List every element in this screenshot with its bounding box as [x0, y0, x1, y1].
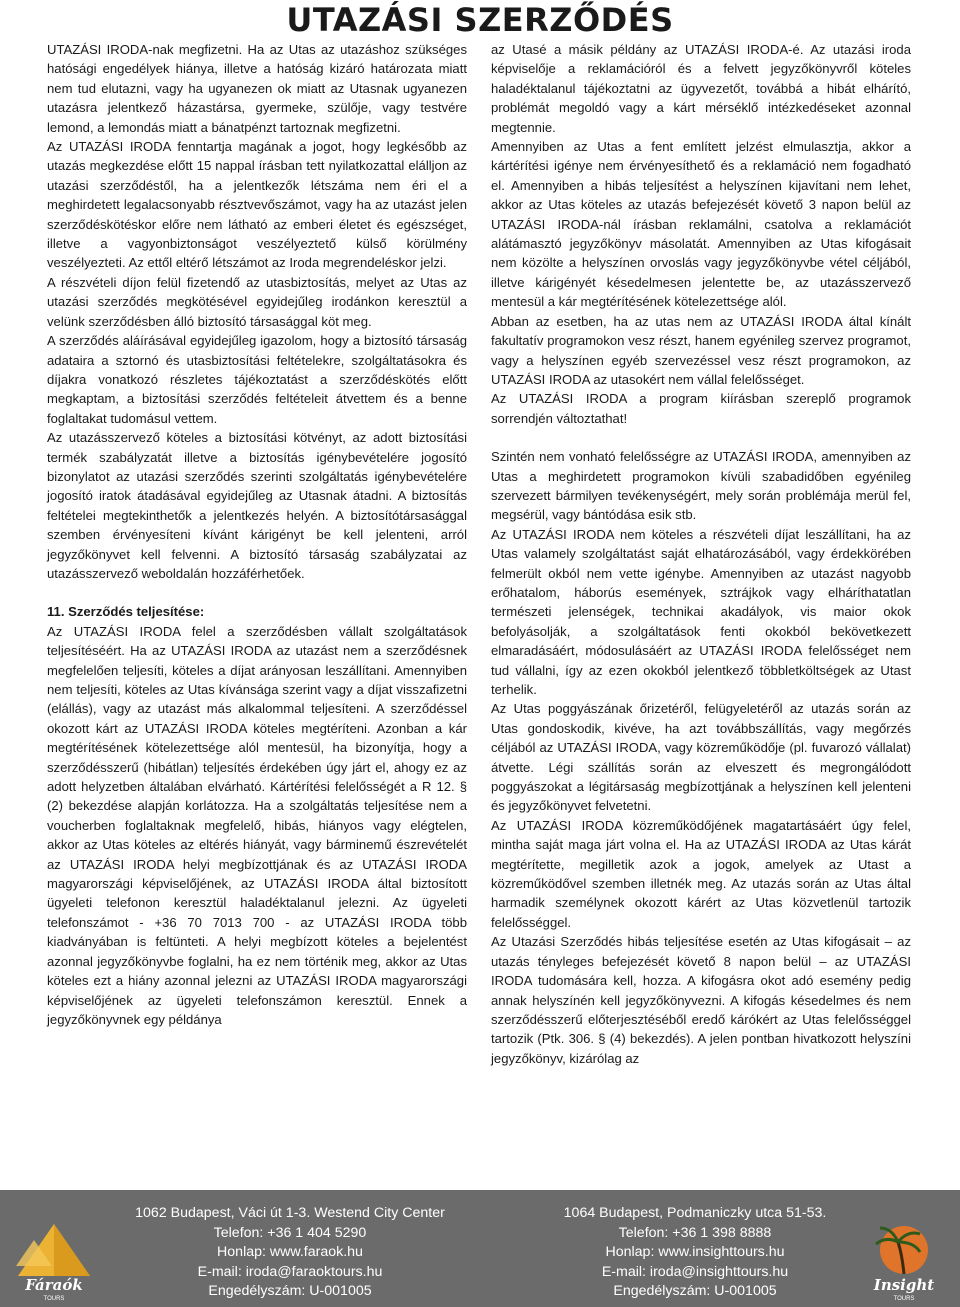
palm-sun-logo-icon — [858, 1220, 950, 1304]
paragraph: Az UTAZÁSI IRODA fenntartja magának a jogot, hogy legkésőbb az utazás megkezdése előtt 15 nappal írásban tett nyilatkozattal elálljon az utazási szerződéstől, ha a jelentkezők létszáma nem éri el a meghirdetett legalacsonyabb résztvevőszámot, vagy ha az utazást jelen szerződéskötéskor előre nem látható az emberi életet és egészséget, illetve a vagyonbiztonságot veszélyeztető külső körülmény veszélyezteti. Az ettől eltérő létszámot az Iroda megrendeléskor jelzi. — [47, 139, 467, 271]
document-title: UTAZÁSI SZERZŐDÉS — [286, 1, 674, 39]
paragraph: UTAZÁSI IRODA-nak megfizetni. Ha az Utas az utazáshoz szükséges hatósági engedélyek hiánya, illetve a hatóság kizáró határozata miatt nem tud elutazni, vagy ha ugyanezen ok miatt az Utasnak ugyanezen utazásra jelentkező házastársa, gyermeke, szülője, vagy testvére lemond, a lemondás miatt a bánatpénzt tartoznak megfizetni. — [47, 42, 467, 135]
email: E-mail: iroda@faraoktours.hu — [197, 1263, 383, 1280]
phone: Telefon: +36 1 398 8888 — [618, 1224, 772, 1241]
footer — [0, 1190, 960, 1307]
address: 1062 Budapest, Váci út 1-3. Westend City Center — [135, 1205, 445, 1221]
logo-subtext: TOURS — [43, 1296, 65, 1302]
paragraph: Az UTAZÁSI IRODA felel a szerződésben vállalt szolgáltatások teljesítéséért. Ha az UTAZÁSI IRODA az utazást nem a szerződésnek megfelelően teljesíti, köteles a díjat arányosan leszállítani. Amennyiben nem teljesíti, köteles az Utas kívánsága szerint vagy a díjat visszafizetni (elállás), vagy az utazást más alkalommal teljesíteni. A szerződéssel okozott kárt az UTAZÁSI IRODA köteles megtéríteni. Azonban a kár megtérítésének kötelezettsége alól mentesül, ha bizonyítja, hogy a szerződésszerű (hibátlan) teljesítés érdekében úgy járt el, ahogy ez az adott helyzetben általában elvárható. Kártérítési felelősségét a R 12. § (2) bekezdése alapján korlátozza. Ha a szolgáltatás teljesítése nem a voucherben foglaltaknak megfelelő, hibás, hiányos vagy elégtelen, akkor az Utas köteles az eltérés hiányát, vagy bárminemű észrevételét az UTAZÁSI IRODA helyi megbízottjának és az UTAZÁSI IRODA magyarországi képviselőjének, az UTAZÁSI IRODA által biztosított ügyeleti telefonon keresztül haladéktalanul jelezni. Az ügyeleti telefonszámot - +36 70 7013 700 - az UTAZÁSI IRODA több kiadványában is feltünteti. A helyi megbízott köteles a bejelentést azonnal jegyzőkönyvbe foglalni, ha ez nem történik meg, akkor az Utas köteles ezt a hiány azonnal jelezni az UTAZÁSI IRODA magyarországi képviselőjének az ügyeleti telefonszámon keresztül. Ennek a jegyzőkönyvnek egy példánya — [47, 623, 467, 1027]
right-column — [491, 40, 911, 1068]
paragraph: A szerződés aláírásával egyidejűleg igazolom, hogy a biztosító társaság adataira a sztornó és utasbiztosítási feltételekre, szolgáltatásokra és díjakra vonatkozó részletes tájékoztatást a szerződéskötés előtt megkaptam, a biztosítási szerződés feltételeit átvettem és a benne foglaltakat tudomásul vettem. — [47, 333, 467, 426]
left-column — [47, 40, 467, 1029]
website: Honlap: www.faraok.hu — [217, 1244, 363, 1260]
phone: Telefon: +36 1 404 5290 — [213, 1224, 367, 1241]
paragraph: Abban az esetben, ha az utas nem az UTAZÁSI IRODA által kínált fakultatív programokon vesz részt, hanem egyénileg szervez programot, vagy a helyszínen egyéb szervezéssel vesz részt programokon, az UTAZÁSI IRODA az utasokért nem vállal felelősséget. — [491, 313, 911, 387]
paragraph: Amennyiben az Utas a fent említett jelzést elmulasztja, akkor a kártérítési igénye nem érvényesíthető és a reklamáció nem fogadható el. Amennyiben a hibás teljesítést a helyszínen kijavítani nem lehet, akkor az Utas köteles az utazás befejezését követő 3 napon belül az UTAZÁSI IRODA-nál írásban reklamálni, csatolva a reklamációt alátámasztó jegyzőkönyv másolatát. Amennyiben az Utas kifogásait nem közölte a helyszínen orvoslás vagy jegyzőkönyvbe vétel céljából, illetve kárigényét késedelmesen jelentette be, az utazásszervező mentesül a kár megtérítésének kötelezettsége alól. — [491, 139, 911, 310]
email: E-mail: iroda@insighttours.hu — [601, 1263, 789, 1280]
pyramid-logo-icon — [8, 1220, 100, 1304]
logo-subtext: TOURS — [893, 1296, 915, 1302]
logo-text: Fáraók — [25, 1276, 83, 1294]
paragraph: Szintén nem vonható felelősségre az UTAZÁSI IRODA, amennyiben az Utas a meghirdetett programokon kívüli szabadidőben egyénileg szervezett bármilyen tevékenységért, mely során problémája merül fel, megsérül, vagy bántódása esik stb. — [491, 449, 911, 523]
paragraph: A részvételi díjon felül fizetendő az utasbiztosítás, melyet az Utas az utazási szerződés megkötésével egyidejűleg irodánkon keresztül a velünk szerződésben álló biztosító társasággal köt meg. — [47, 274, 467, 329]
logo-text: Insight — [873, 1276, 935, 1294]
website: Honlap: www.insighttours.hu — [605, 1244, 785, 1260]
license-number: Engedélyszám: U-001005 — [613, 1283, 777, 1299]
paragraph: az Utasé a másik példány az UTAZÁSI IRODA-é. Az utazási iroda képviselője a reklamációról és a felvett jegyzőkönyvről köteles haladéktalanul tájékoztatni az ügyvezetőt, továbbá a hibát elhárító, problémát megoldó vagy a kárt mérséklő intézkedéseket azonnal megtennie. — [491, 42, 911, 135]
paragraph: Az UTAZÁSI IRODA nem köteles a részvételi díjat leszállítani, ha az Utas valamely szolgáltatást saját elhatározásából, vagy érdekkörében felmerült okból nem vette igénybe. Amennyiben az utazást nagyobb erőhatalom, háborús események, sztrájkok vagy elháríthatatlan természeti jelenségek, technikai akadályok, vis maior okok befolyásolják, a szolgáltatások fenti okokból bekövetkezett elmaradásáért, módosulásáért az UTAZÁSI IRODA felelősséget nem tud vállalni, így az ezen okokból jelentkező többletköltségek az Utast terhelik. — [491, 526, 911, 697]
paragraph: Az UTAZÁSI IRODA közreműködőjének magatartásáért úgy felel, mintha saját maga járt volna el. Ha az UTAZÁSI IRODA az Utas kárát megtérítette, megilletik azok a jogok, amelyek az Utast a közreműködővel szemben illetnék meg. Az utazás során az Utas által harmadik személynek okozott kárért az Utas közvetlenül tartozik felelősséggel. — [491, 817, 911, 930]
paragraph: Az Utazási Szerződés hibás teljesítése esetén az Utas kifogásait – az utazás tényleges befejezését követő 8 napon belül – az UTAZÁSI IRODA tudomására kell, hozza. A kifogásra okot adó esemény pedig annak helyszínén kell jegyzőkönyvezni. A kifogás késedelmes és nem szerződésszerű előterjesztéséből eredő kárókért az Utas felelősséggel tartozik (Ptk. 306. § (4) bekezdés). A jelen pontban hivatkozott helyszíni jegyzőkönyv, kizárólag az — [491, 934, 911, 1066]
footer-contact-right — [505, 1204, 885, 1302]
paragraph: Az UTAZÁSI IRODA a program kiírásban szereplő programok sorrendjén változtathat! — [491, 391, 911, 426]
address: 1064 Budapest, Podmaniczky utca 51-53. — [563, 1205, 827, 1221]
section-heading: 11. Szerződés teljesítése: — [47, 604, 205, 620]
paragraph: Az utazásszervező köteles a biztosítási kötvényt, az adott biztosítási termék szabályzatát illetve a biztosítás igénybevételére jogosító bizonylatot az utazási szerződés szerinti szolgáltatás igénybevételére jogosító iratok átadásával egyidejűleg az Utasnak átadni. A biztosítás feltételei megtekinthetők a jelentkezés helyén. A biztosítótársasággal szemben érvényesíteni kívánt kárigényt be kell jelenteni, arról jegyzőkönyvet kell felvenni. A biztosító társaság szabályzatai az utazásszervező weboldalán hozzáférhetőek. — [47, 430, 467, 581]
paragraph: Az Utas poggyászának őrizetéről, felügyeletéről az utazás során az Utas gondoskodik, kivéve, ha azt továbbszállítás, vagy megőrzés céljából az UTAZÁSI IRODA, vagy közreműködője (pl. fuvarozó vállalat) átvette. Légi szállítás során az elveszett és megrongálódott poggyászokat a légitársaság megbízottjának a helyszínen kell jelenteni és jegyzőkönyvet felvetetni. — [491, 701, 911, 814]
license-number: Engedélyszám: U-001005 — [208, 1283, 372, 1299]
footer-contact-left — [100, 1204, 480, 1302]
